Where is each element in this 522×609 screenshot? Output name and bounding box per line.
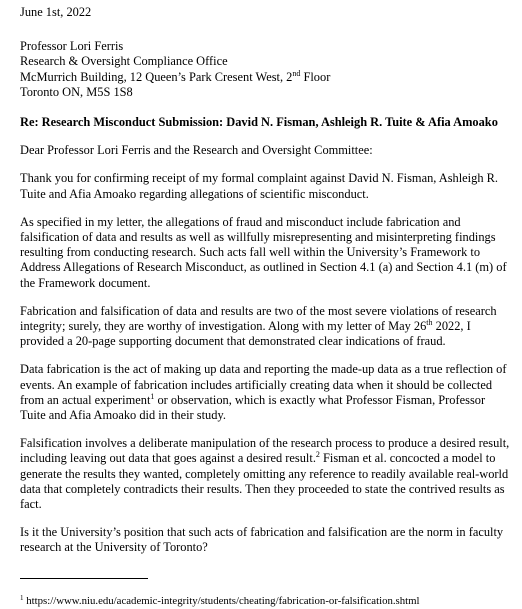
footnote-marker: 1	[20, 594, 24, 602]
recipient-address	[20, 39, 512, 100]
salutation: Dear Professor Lori Ferris and the Research and Oversight Committee:	[20, 143, 373, 158]
recipient-name: Professor Lori Ferris	[20, 39, 124, 54]
recipient-street-floor: Floor	[300, 69, 331, 84]
subject-line: Re: Research Misconduct Submission: David N. Fisman, Ashleigh R. Tuite & Afia Amoako	[20, 115, 498, 130]
recipient-city: Toronto ON, M5S 1S8	[20, 84, 133, 99]
recipient-office: Research & Oversight Compliance Office	[20, 54, 228, 69]
recipient-street-text: McMurrich Building, 12 Queen’s Park Cresent West, 2	[20, 69, 293, 84]
paragraph-falsification-text-a: Falsification involves a deliberate manipulation of the research process to produce a desired result, including leaving out data that goes against a desired result.	[20, 436, 510, 466]
paragraph-severity-ordinal: th	[426, 318, 433, 328]
recipient-street-ordinal: nd	[292, 68, 301, 78]
footnote-link[interactable]: https://www.niu.edu/academic-integrity/students/cheating/fabrication-or-falsification.shtml	[23, 595, 420, 607]
paragraph-severity	[20, 304, 512, 350]
paragraph-confirmation: Thank you for confirming receipt of my formal complaint against David N. Fisman, Ashleigh R. Tuite and Afia Amoako regarding allegations of scientific misconduct.	[20, 171, 498, 201]
footnote-divider	[20, 578, 148, 579]
recipient-street	[20, 70, 512, 85]
footnote-ref-1: 1	[150, 391, 155, 401]
paragraph-falsification-text-b: Fisman et al. concocted a model to generate the results they wanted, completely omitting any reference to readily available real-world data that completely contradicts their results. Then they proceeded to state the contrived results as fact.	[20, 451, 509, 512]
paragraph-fabrication-text-b: or observation, which is exactly what Professor Fisman, Professor Tuite and Afia Amoako did in their study.	[20, 392, 486, 423]
paragraph-allegations: As specified in my letter, the allegations of fraud and misconduct include fabrication and falsification of data and results as well as willfully misrepresenting and misinterpreting findings resulting from conducting research. Such acts fall well within the University’s Framework to Address Allegations of Research Misconduct, as outlined in Section 4.1 (a) and Section 4.1 (m) of the Framework document.	[20, 214, 507, 290]
paragraph-severity-text-b: 2022, I provided a 20-page supporting document that demonstrated clear indications of fraud.	[20, 319, 471, 349]
paragraph-severity-text-a: Fabrication and falsification of data and results are two of the most severe violations of research integrity; surely, they are worthy of investigation. Along with my letter of May 26	[20, 303, 497, 334]
footnote-1	[20, 595, 420, 607]
paragraph-falsification	[20, 436, 512, 512]
paragraph-question: Is it the University’s position that such acts of fabrication and falsification are the norm in faculty research at the University of Toronto?	[20, 525, 504, 555]
letter-date: June 1st, 2022	[20, 5, 92, 19]
paragraph-fabrication-text-a: Data fabrication is the act of making up data and reporting the made-up data as a true reflection of events. An example of fabrication includes artificially creating data when it should be collected from an actual experiment	[20, 362, 507, 407]
footnote-ref-2: 2	[315, 450, 320, 460]
paragraph-fabrication	[20, 362, 512, 423]
